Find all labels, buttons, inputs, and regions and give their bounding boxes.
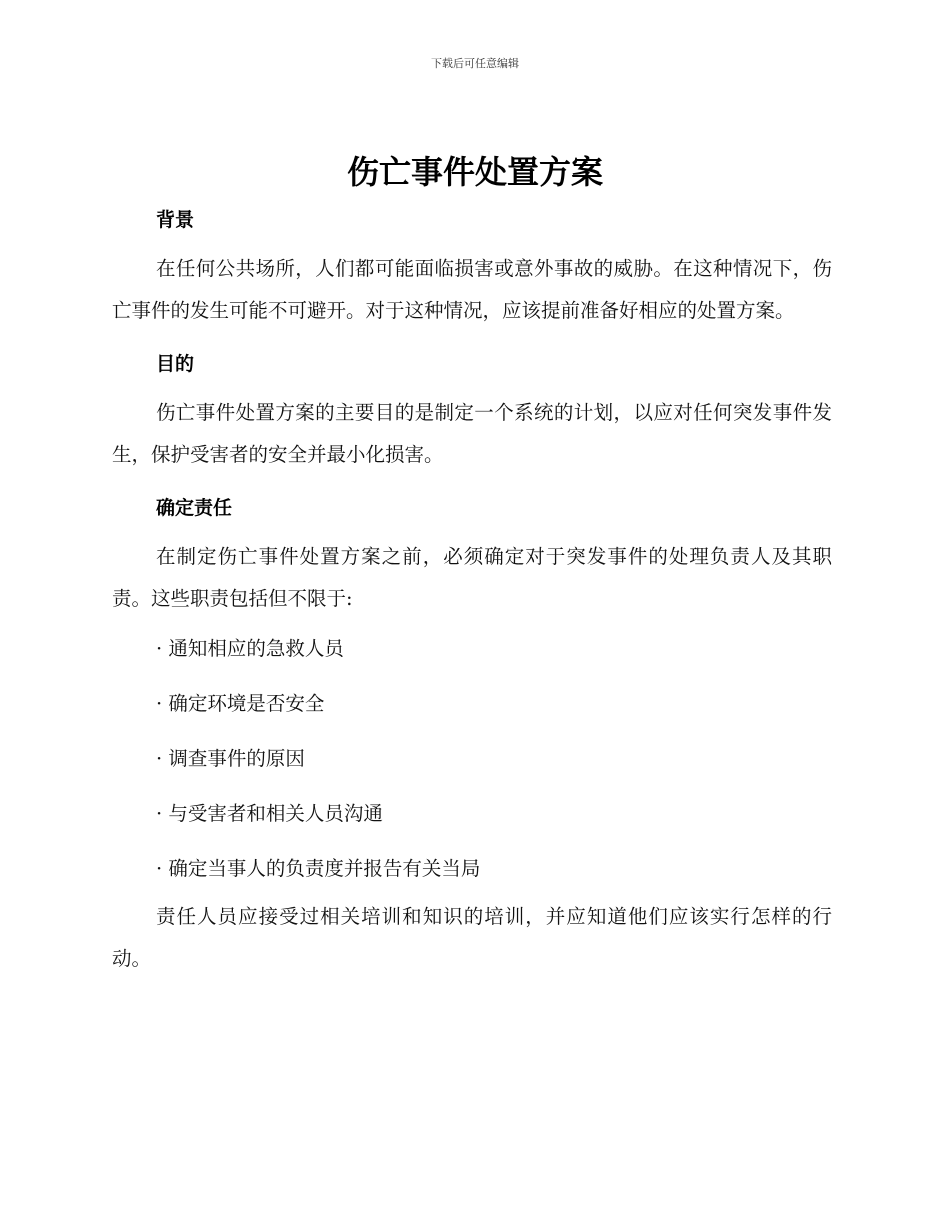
list-item: · 调查事件的原因 — [156, 747, 305, 770]
section-heading-responsibility: 确定责任 — [156, 497, 233, 519]
document-title: 伤亡事件处置方案 — [346, 153, 603, 191]
section-heading-background: 背景 — [156, 209, 195, 231]
page-header-note: 下载后可任意编辑 — [431, 57, 519, 70]
section-text-purpose: 伤亡事件处置方案的主要目的是制定一个系统的计划，以应对任何突发事件发生，保护受害者的安全并最小化损害。 — [112, 401, 832, 466]
section-heading-purpose: 目的 — [156, 353, 195, 375]
list-item: · 与受害者和相关人员沟通 — [156, 802, 383, 825]
section-text-responsibility: 在制定伤亡事件处置方案之前，必须确定对于突发事件的处理负责人及其职责。这些职责包括但不限于: — [112, 545, 832, 610]
section-text-background: 在任何公共场所，人们都可能面临损害或意外事故的威胁。在这种情况下，伤亡事件的发生可能不可避开。对于这种情况，应该提前准备好相应的处置方案。 — [112, 257, 832, 322]
list-item: · 确定环境是否安全 — [156, 692, 325, 715]
list-item: · 确定当事人的负责度并报告有关当局 — [156, 857, 481, 880]
list-item: · 通知相应的急救人员 — [156, 637, 344, 660]
responsibility-list — [112, 628, 832, 890]
document-body — [112, 202, 832, 980]
section-closing-responsibility: 责任人员应接受过相关培训和知识的培训，并应知道他们应该实行怎样的行动。 — [112, 905, 832, 970]
